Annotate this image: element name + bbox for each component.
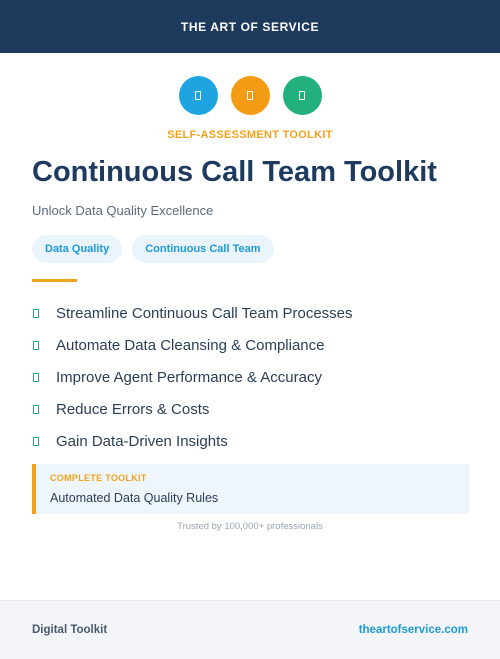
check-icon bbox=[33, 341, 39, 350]
tag-data-quality: Data Quality bbox=[32, 235, 122, 263]
footer-bar bbox=[0, 600, 500, 659]
brand-name: THE ART OF SERVICE bbox=[180, 19, 320, 34]
feature-label: Improve Agent Performance & Accuracy bbox=[56, 368, 322, 386]
list-item bbox=[32, 297, 353, 329]
list-item bbox=[32, 361, 353, 393]
icon-row bbox=[0, 76, 500, 115]
check-icon bbox=[33, 309, 39, 318]
feature-label: Automate Data Cleansing & Compliance bbox=[56, 336, 325, 354]
feature-label: Reduce Errors & Costs bbox=[56, 400, 210, 418]
trusted-note: Trusted by 100,000+ professionals bbox=[177, 521, 323, 532]
kicker-label: SELF-ASSESSMENT TOOLKIT bbox=[167, 129, 333, 141]
icon-circle-green bbox=[283, 76, 322, 115]
page-title: Continuous Call Team Toolkit bbox=[32, 156, 437, 188]
tag-continuous-call-team: Continuous Call Team bbox=[132, 235, 273, 263]
footer-label: Digital Toolkit bbox=[32, 624, 108, 636]
icon-circle-orange bbox=[231, 76, 270, 115]
icon-circle-blue bbox=[179, 76, 218, 115]
check-icon bbox=[33, 373, 39, 382]
accent-divider bbox=[32, 279, 77, 282]
document-icon bbox=[247, 91, 253, 100]
header-bar bbox=[0, 0, 500, 53]
list-item bbox=[32, 425, 353, 457]
callout-label: COMPLETE TOOLKIT bbox=[50, 473, 147, 483]
feature-label: Streamline Continuous Call Team Processes bbox=[56, 304, 353, 322]
document-icon bbox=[195, 91, 201, 100]
check-icon bbox=[33, 437, 39, 446]
page-subtitle: Unlock Data Quality Excellence bbox=[32, 203, 214, 218]
check-icon bbox=[33, 405, 39, 414]
tag-list bbox=[32, 235, 274, 263]
toolkit-callout bbox=[32, 464, 469, 514]
list-item bbox=[32, 393, 353, 425]
callout-text: Automated Data Quality Rules bbox=[50, 491, 219, 505]
document-icon bbox=[299, 91, 305, 100]
website-link[interactable]: theartofservice.com bbox=[358, 624, 468, 636]
list-item bbox=[32, 329, 353, 361]
feature-list bbox=[32, 297, 353, 457]
feature-label: Gain Data-Driven Insights bbox=[56, 432, 228, 450]
